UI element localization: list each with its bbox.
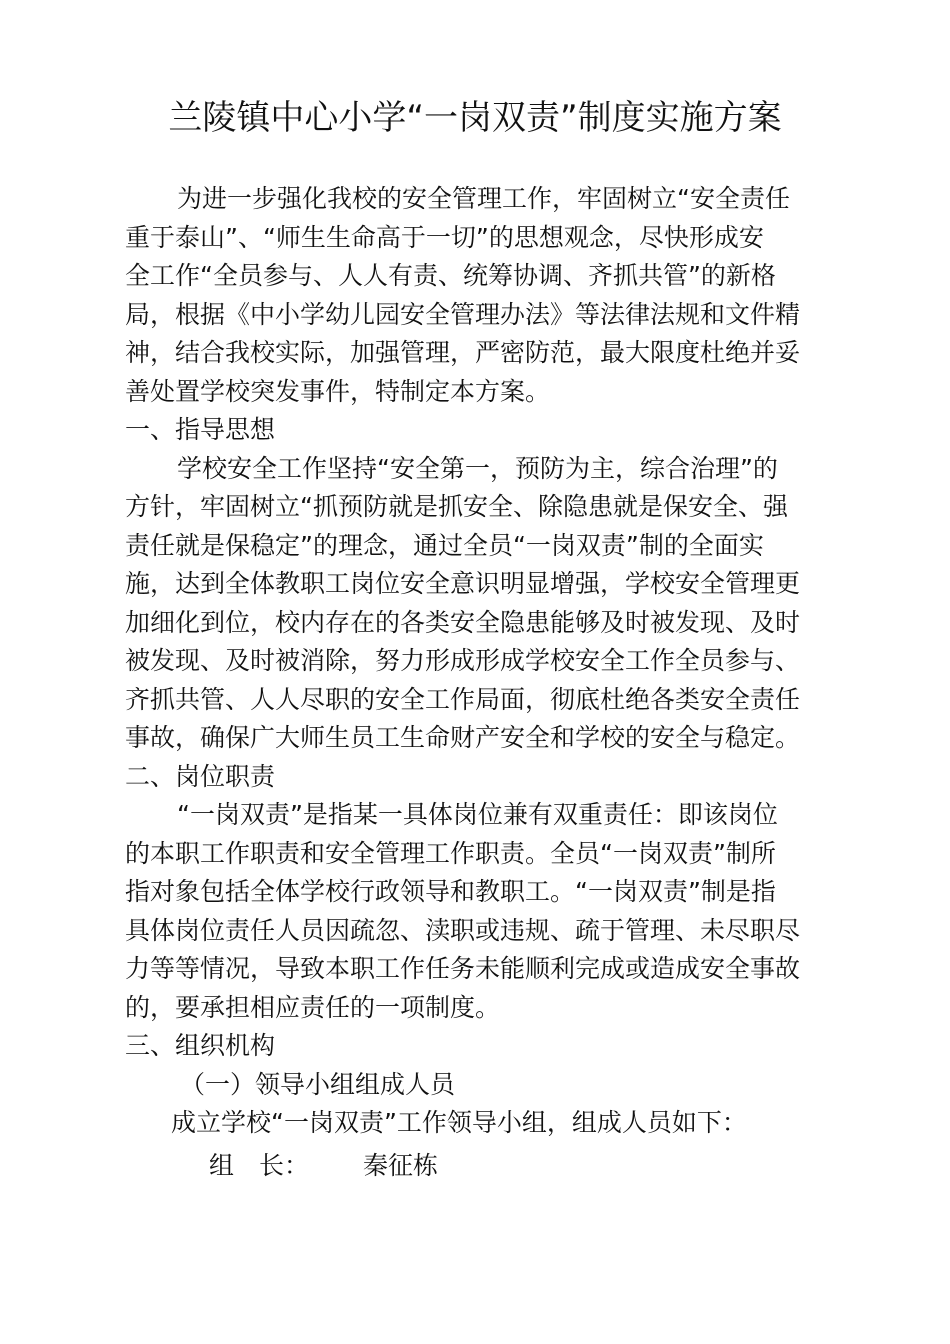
intro-line: 重于泰山”、“师生生命高于一切”的思想观念，尽快形成安 bbox=[125, 222, 764, 252]
section1-line: 学校安全工作坚持“安全第一，预防为主，综合治理”的 bbox=[177, 453, 778, 483]
section1-line: 方针，牢固树立“抓预防就是抓安全、除隐患就是保安全、强 bbox=[125, 492, 788, 521]
section1-line: 加细化到位，校内存在的各类安全隐患能够及时被发现、及时 bbox=[125, 607, 801, 637]
section2-line: 指对象包括全体学校行政领导和教职工。“一岗双责”制是指 bbox=[125, 877, 776, 906]
section-heading-job-duties: 二、岗位职责 bbox=[125, 761, 276, 791]
section2-line: 具体岗位责任人员因疏忽、渎职或违规、疏于管理、未尽职尽 bbox=[125, 915, 801, 945]
intro-line: 局，根据《中小学幼儿园安全管理办法》等法律法规和文件精 bbox=[125, 299, 801, 329]
section-heading-organization: 三、组织机构 bbox=[125, 1031, 276, 1060]
section2-line: “一岗双责”是指某一具体岗位兼有双重责任：即该岗位 bbox=[177, 800, 778, 829]
document-body bbox=[125, 180, 825, 1189]
document-title: 兰陵镇中心小学“一岗双责”制度实施方案 bbox=[168, 98, 782, 138]
section1-line: 被发现、及时被消除，努力形成形成学校安全工作全员参与、 bbox=[125, 646, 801, 675]
member-row bbox=[125, 1143, 825, 1189]
section-heading-guiding-ideology: 一、指导思想 bbox=[125, 415, 276, 444]
section1-line: 事故，确保广大师生员工生命财产安全和学校的安全与稳定。 bbox=[125, 723, 801, 752]
section2-line: 力等等情况，导致本职工作任务未能顺利完成或造成安全事故 bbox=[125, 954, 801, 983]
section2-line: 的，要承担相应责任的一项制度。 bbox=[125, 992, 501, 1022]
intro-line: 为进一步强化我校的安全管理工作，牢固树立“安全责任 bbox=[177, 184, 790, 213]
intro-line: 全工作“全员参与、人人有责、统筹协调、齐抓共管”的新格 bbox=[125, 261, 776, 290]
section2-line: 的本职工作职责和安全管理工作职责。全员“一岗双责”制所 bbox=[125, 838, 776, 868]
intro-line: 神，结合我校实际，加强管理，严密防范，最大限度杜绝并妥 bbox=[125, 338, 801, 367]
member-name: 秦征栋 bbox=[363, 1150, 439, 1180]
section1-line: 齐抓共管、人人尽职的安全工作局面，彻底杜绝各类安全责任 bbox=[125, 684, 801, 714]
section1-line: 施，达到全体教职工岗位安全意识明显增强，学校安全管理更 bbox=[125, 569, 801, 598]
intro-line: 善处置学校突发事件，特制定本方案。 bbox=[125, 376, 551, 406]
section1-line: 责任就是保稳定”的理念，通过全员“一岗双责”制的全面实 bbox=[125, 530, 764, 560]
subsection-heading-leading-group: （一）领导小组组成人员 bbox=[180, 1069, 456, 1099]
formation-statement: 成立学校“一岗双责”工作领导小组，组成人员如下： bbox=[171, 1108, 747, 1137]
member-role: 组 长： bbox=[209, 1150, 310, 1180]
